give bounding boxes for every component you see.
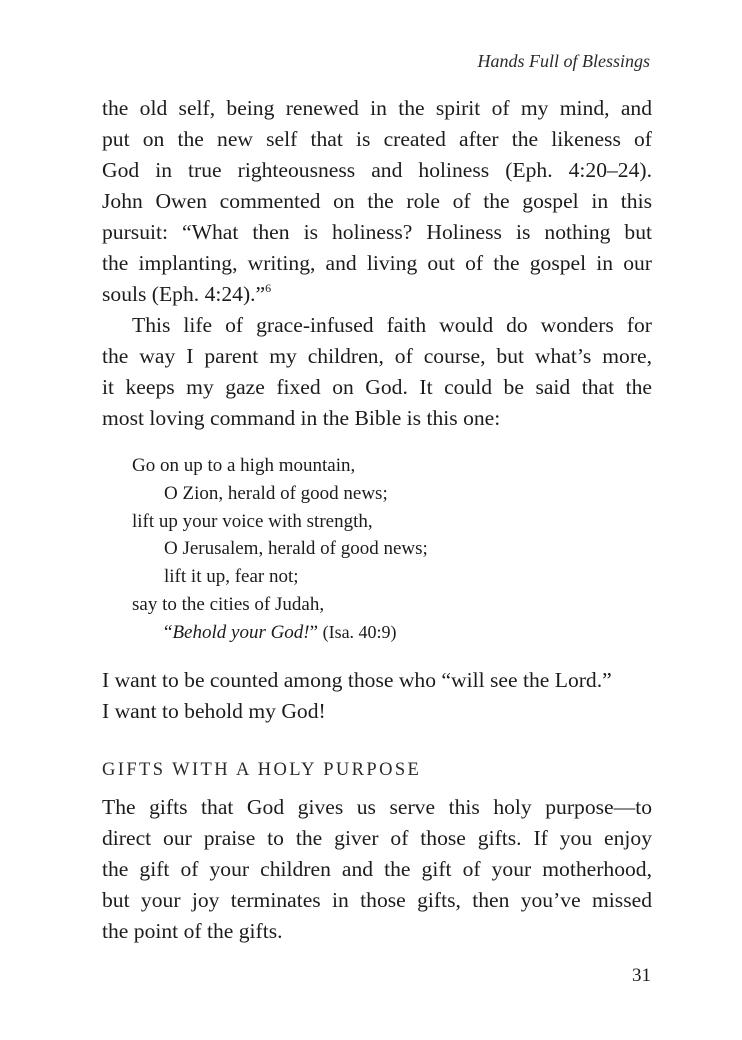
text-line: the way I parent my children, of course, but what’s more,: [102, 344, 652, 368]
text-line: the implanting, writing, and living out of the gospel in our: [102, 251, 652, 275]
text-line: put on the new self that is created after the likeness of: [102, 127, 652, 151]
poem-line: lift up your voice with strength,: [132, 510, 373, 532]
poem-line-final: [132, 619, 428, 647]
poem-line: say to the cities of Judah,: [132, 593, 325, 615]
page-number: 31: [632, 965, 651, 986]
text-line-last: the point of the gifts.: [102, 919, 283, 943]
poem-line-indented: lift it up, fear not;: [164, 566, 299, 588]
poem-line: Go on up to a high mountain,: [132, 455, 356, 476]
text-line: direct our praise to the giver of those gifts. If you enjoy: [102, 826, 652, 850]
poem-emphasis: Behold your God!: [172, 621, 310, 643]
text-line: I want to be counted among those who “will see the Lord.”: [102, 668, 612, 692]
poem-line-indented: O Zion, herald of good news;: [164, 482, 388, 504]
text-line-indented: This life of grace-infused faith would do wonders for: [132, 313, 652, 337]
footnote-marker: 6: [265, 281, 272, 295]
poem-line-indented: O Jerusalem, herald of good news;: [164, 538, 428, 560]
text-line: pursuit: “What then is holiness? Holiness is nothing but: [102, 220, 652, 244]
paragraph-behold: [102, 665, 652, 727]
text-line: the gift of your children and the gift of your motherhood,: [102, 857, 652, 881]
text-line-content: souls (Eph. 4:24).”: [102, 282, 266, 306]
section-heading: GIFTS WITH A HOLY PURPOSE: [102, 760, 422, 780]
running-head: Hands Full of Blessings: [477, 51, 650, 71]
text-line: God in true righteousness and holiness (Eph. 4:20–24).: [102, 158, 652, 182]
close-quote: ”: [309, 621, 319, 643]
text-line: but your joy terminates in those gifts, then you’ve missed: [102, 888, 652, 912]
open-quote: “: [164, 621, 173, 643]
paragraph-grace-faith: [102, 310, 652, 434]
text-line: John Owen commented on the role of the gospel in this: [102, 189, 652, 213]
text-line: The gifts that God gives us serve this holy purpose—to: [102, 795, 652, 819]
paragraph-gifts: [102, 792, 652, 947]
scripture-reference: (Isa. 40:9): [318, 621, 397, 642]
text-line: it keeps my gaze fixed on God. It could be said that the: [102, 375, 652, 399]
text-line: the old self, being renewed in the spirit of my mind, and: [102, 96, 652, 120]
paragraph-owen-quote: [102, 93, 652, 310]
scripture-quote-isaiah: [132, 452, 428, 647]
text-line-last: I want to behold my God!: [102, 699, 326, 723]
text-line-last: [102, 279, 652, 310]
text-line-last: most loving command in the Bible is this one:: [102, 406, 501, 430]
